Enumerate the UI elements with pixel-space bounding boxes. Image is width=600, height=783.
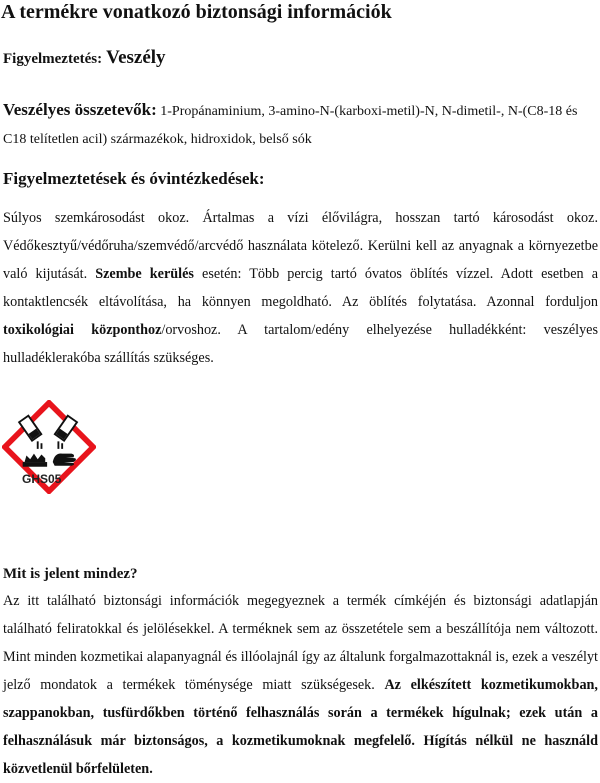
hazardous-ingredients: [3, 96, 598, 154]
ingredients-label: Veszélyes összetevők:: [3, 100, 157, 119]
warning-value: Veszély: [106, 47, 166, 68]
page-title: A termékre vonatkozó biztonsági információk: [1, 1, 392, 23]
meaning-bold-text: Az elkészített kozmetikumokban, szappanokban, tusfürdőkben történő felhasználás során a termékek hígulnak; ezek után a felhasználásuk már biztonságos, a kozmetikumoknak megfelelő. Hígítás nélkül ne használd közvetlenül bőrfelületen.: [3, 677, 598, 777]
precautions-bold-toxicology: toxikológiai központhoz: [3, 322, 162, 338]
precautions-heading: Figyelmeztetések és óvintézkedések:: [3, 169, 265, 188]
precautions-text-3: /orvoshoz. A tartalom/edény elhelyezése hulladékként: veszélyes hulladéklerakóba szállítás szükséges.: [3, 322, 598, 366]
precautions-text-1: Súlyos szemkárosodást okoz. Ártalmas a vízi élővilágra, hosszan tartó károsodást okoz. Védőkesztyű/védőruha/szemvédő/arcvédő használata kötelező. Kerülni kell az anyagnak a környezetbe való kijutását.: [3, 210, 598, 282]
meaning-heading: Mit is jelent mindez?: [3, 566, 138, 582]
precautions-bold-eye-contact: Szembe kerülés: [95, 266, 194, 282]
ingredients-text: 1-Propánaminium, 3-amino-N-(karboxi-metil)-N, N-dimetil-, N-(C8-18 és C18 telítetlen acil) származékok, hidroxidok, belső sók: [3, 104, 578, 147]
warning-line: [3, 47, 166, 70]
meaning-text-1: Az itt található biztonsági információk megegyeznek a termék címkéjén és biztonsági adatlapján található feliratokkal és jelölésekkel. A terméknek sem az összetétele sem a beszállítója nem változott. Mint minden kozmetikai alapanyagnál és illóolajnál így az általunk forgalmazottaknál is, ezek a veszélyt jelző mondatok a termékek töménysége miatt szükségesek.: [3, 593, 598, 693]
ghs-label: GHS05: [22, 472, 62, 486]
precautions-paragraph: [3, 204, 598, 372]
meaning-paragraph: [3, 587, 598, 783]
warning-label: Figyelmeztetés:: [3, 51, 103, 67]
precautions-text-2: esetén: Több percig tartó óvatos öblítés vízzel. Adott esetben a kontaktlencsék eltávolítása, ha könnyen megoldható. Az öblítés folytatása. Azonnal forduljon: [3, 266, 598, 310]
